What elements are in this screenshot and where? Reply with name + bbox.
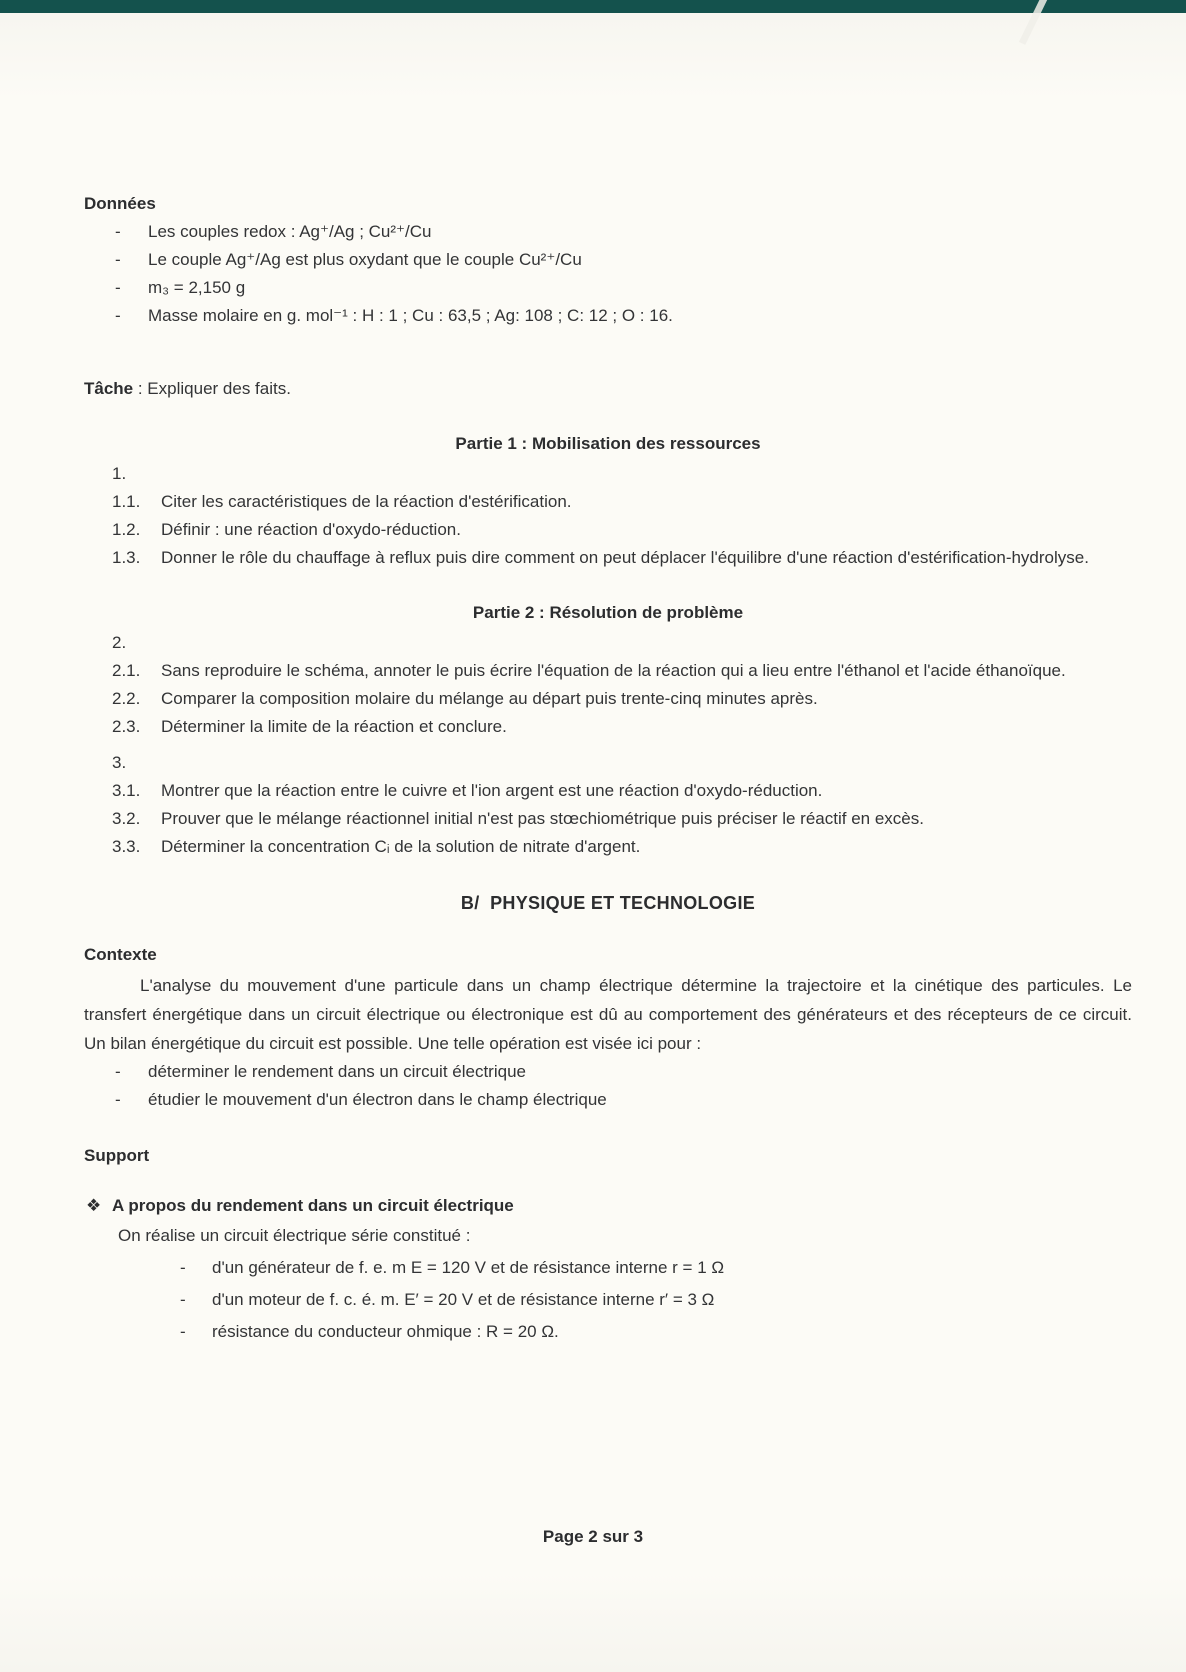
donnees-item-text: m₃ = 2,150 g <box>148 278 246 297</box>
support-item <box>84 1254 1132 1282</box>
support-item <box>84 1286 1132 1314</box>
question-number: 1.1. <box>112 492 141 511</box>
question-text: Citer les caractéristiques de la réaction d'estérification. <box>161 492 572 511</box>
tache-label: Tâche <box>84 379 134 398</box>
page-footer: Page 2 sur 3 <box>542 1527 644 1546</box>
support-item <box>84 1318 1132 1346</box>
question-1-3 <box>84 544 1132 572</box>
question-text: Donner le rôle du chauffage à reflux puis dire comment on peut déplacer l'équilibre d'une réaction d'estérification-hydrolyse. <box>161 548 1089 567</box>
contexte-heading: Contexte <box>84 945 157 964</box>
question-text: Prouver que le mélange réactionnel initial n'est pas stœchiométrique puis préciser le réactif en excès. <box>161 809 924 828</box>
support-subheading: A propos du rendement dans un circuit électrique <box>112 1196 514 1215</box>
contexte-bullet-text: déterminer le rendement dans un circuit électrique <box>148 1062 526 1081</box>
donnees-item-text: Masse molaire en g. mol⁻¹ : H : 1 ; Cu : 63,5 ; Ag: 108 ; C: 12 ; O : 16. <box>148 306 673 325</box>
support-item-text: résistance du conducteur ohmique : R = 20 Ω. <box>212 1322 559 1341</box>
donnees-item <box>84 274 1132 302</box>
donnees-heading: Données <box>84 194 156 213</box>
contexte-paragraph: L'analyse du mouvement d'une particule dans un champ électrique détermine la trajectoire et la cinétique des particules. Le transfert énergétique dans un circuit électrique ou électronique est dû au comportement des générateurs et des récepteurs de ce circuit. Un bilan énergétique du circuit est possible. Une telle opération est visée ici pour : <box>84 976 1132 1053</box>
question-2-1 <box>84 657 1132 685</box>
question-number: 3.3. <box>112 837 141 856</box>
question-1-1 <box>84 488 1132 516</box>
partie1-title: Partie 1 : Mobilisation des ressources <box>455 434 761 453</box>
question-text: Sans reproduire le schéma, annoter le puis écrire l'équation de la réaction qui a lieu entre l'éthanol et l'acide éthanoïque. <box>161 661 1066 680</box>
section-donnees <box>84 0 1132 330</box>
question-3-1 <box>84 777 1132 805</box>
support-intro: On réalise un circuit électrique série constitué : <box>118 1226 471 1245</box>
question-group-3-number: 3. <box>112 753 127 772</box>
diamond-bullet-icon: ❖ <box>86 1196 102 1215</box>
question-number: 2.2. <box>112 689 141 708</box>
support-heading: Support <box>84 1146 150 1165</box>
contexte-bullet <box>84 1058 1132 1086</box>
question-group-1-number: 1. <box>112 464 127 483</box>
question-text: Déterminer la concentration Cᵢ de la solution de nitrate d'argent. <box>161 837 641 856</box>
dash-bullet-icon: - <box>115 250 121 269</box>
question-number: 1.3. <box>112 548 141 567</box>
donnees-item <box>84 246 1132 274</box>
question-number: 2.1. <box>112 661 141 680</box>
question-3-3 <box>84 833 1132 861</box>
dash-bullet-icon: - <box>180 1290 186 1309</box>
question-1-2 <box>84 516 1132 544</box>
dash-bullet-icon: - <box>115 306 121 325</box>
donnees-item-text: Les couples redox : Ag⁺/Ag ; Cu²⁺/Cu <box>148 222 432 241</box>
question-text: Montrer que la réaction entre le cuivre et l'ion argent est une réaction d'oxydo-réduction. <box>161 781 823 800</box>
contexte-bullet-text: étudier le mouvement d'un électron dans le champ électrique <box>148 1090 607 1109</box>
support-subheading-row <box>84 1192 1132 1220</box>
dash-bullet-icon: - <box>115 1090 121 1109</box>
contexte-bullet <box>84 1086 1132 1114</box>
question-number: 3.1. <box>112 781 141 800</box>
donnees-item <box>84 218 1132 246</box>
dash-bullet-icon: - <box>180 1258 186 1277</box>
tache-text: : Expliquer des faits. <box>133 379 291 398</box>
section-tache <box>84 375 1132 403</box>
dash-bullet-icon: - <box>115 1062 121 1081</box>
support-items <box>84 1254 1132 1346</box>
support-item-text: d'un moteur de f. c. é. m. E′ = 20 V et de résistance interne r′ = 3 Ω <box>212 1290 715 1309</box>
document-content <box>84 0 1132 1346</box>
question-number: 2.3. <box>112 717 141 736</box>
question-2-2 <box>84 685 1132 713</box>
partie2-title: Partie 2 : Résolution de problème <box>472 603 744 622</box>
question-3-2 <box>84 805 1132 833</box>
sectionB-title: B/ PHYSIQUE ET TECHNOLOGIE <box>460 893 756 913</box>
dash-bullet-icon: - <box>115 222 121 241</box>
question-number: 3.2. <box>112 809 141 828</box>
question-text: Définir : une réaction d'oxydo-réduction. <box>161 520 461 539</box>
dash-bullet-icon: - <box>115 278 121 297</box>
question-text: Comparer la composition molaire du mélange au départ puis trente-cinq minutes après. <box>161 689 818 708</box>
question-2-3 <box>84 713 1132 741</box>
question-text: Déterminer la limite de la réaction et conclure. <box>161 717 507 736</box>
donnees-item-text: Le couple Ag⁺/Ag est plus oxydant que le couple Cu²⁺/Cu <box>148 250 582 269</box>
question-group-2-number: 2. <box>112 633 127 652</box>
question-number: 1.2. <box>112 520 141 539</box>
support-item-text: d'un générateur de f. e. m E = 120 V et de résistance interne r = 1 Ω <box>212 1258 725 1277</box>
donnees-item <box>84 302 1132 330</box>
dash-bullet-icon: - <box>180 1322 186 1341</box>
